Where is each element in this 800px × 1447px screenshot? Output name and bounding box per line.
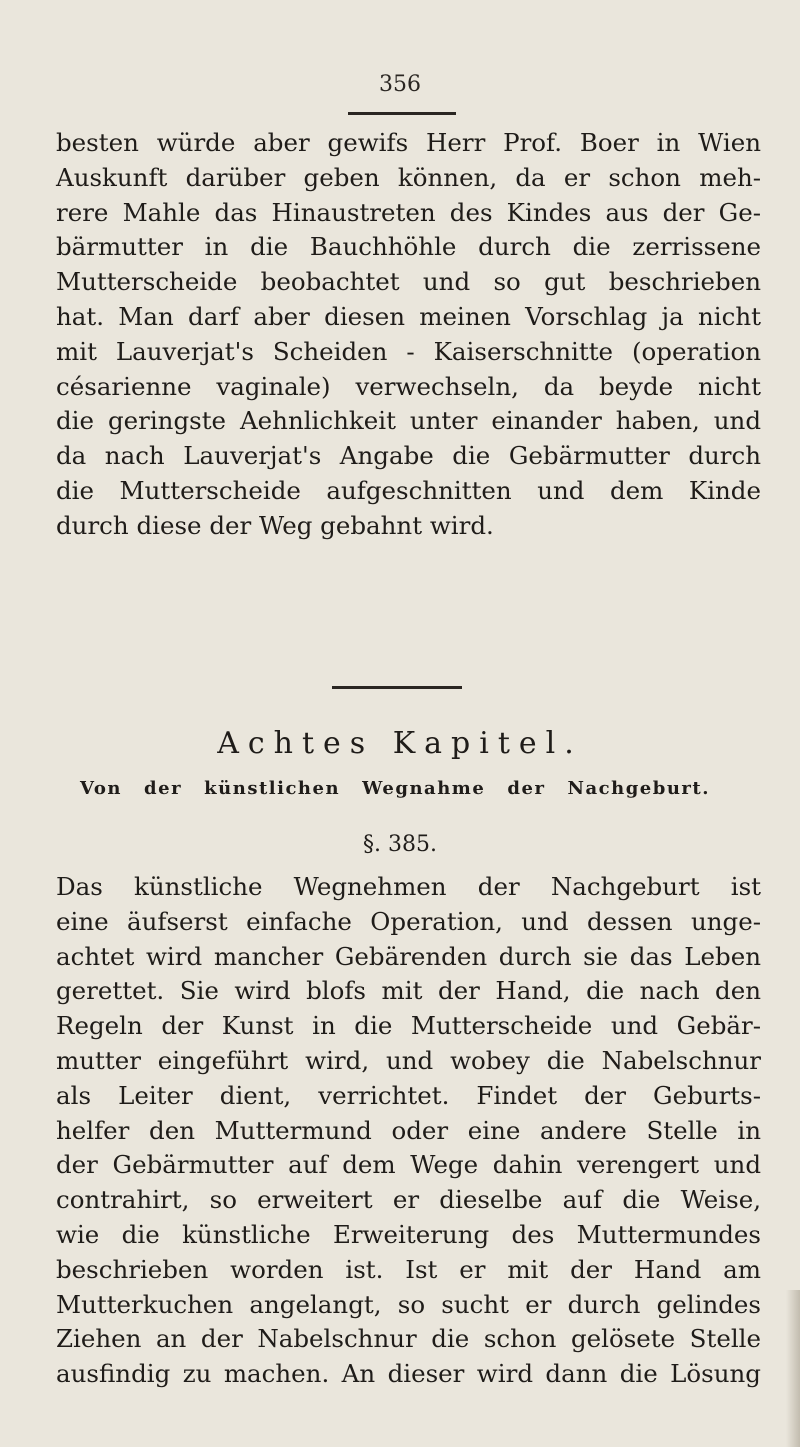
chapter-subtitle: Von der künstlichen Wegnahme der Nachgeburt.: [80, 778, 710, 799]
text-line: Regeln der Kunst in die Mutterscheide und Gebär-: [56, 1011, 761, 1041]
text-line: wie die künstliche Erweiterung des Muttermundes: [56, 1219, 761, 1249]
page-number: 356: [379, 72, 421, 97]
chapter-title: Achtes Kapitel.: [217, 726, 583, 761]
text-line: als Leiter dient, verrichtet. Findet der Geburts-: [56, 1080, 761, 1110]
text-line: mutter eingeführt wird, und wobey die Nabelschnur: [56, 1045, 761, 1075]
header-rule: [348, 112, 456, 115]
text-line: bärmutter in die Bauchhöhle durch die zerrissene: [56, 232, 761, 262]
text-line: Mutterscheide beobachtet und so gut beschrieben: [56, 267, 761, 297]
text-line: da nach Lauverjat's Angabe die Gebärmutter durch: [56, 441, 761, 471]
text-line: hat. Man darf aber diesen meinen Vorschlag ja nicht: [56, 301, 761, 331]
text-line: césarienne vaginale) verwechseln, da beyde nicht: [56, 371, 761, 401]
page-edge-shadow: [786, 1290, 800, 1447]
paragraph-2: [56, 870, 761, 1392]
chapter-rule: [332, 686, 462, 689]
text-line: die geringste Aehnlichkeit unter einander haben, und: [56, 406, 761, 436]
text-line: Ziehen an der Nabelschnur die schon gelösete Stelle: [56, 1324, 761, 1354]
text-line: mit Lauverjat's Scheiden - Kaiserschnitte (operation: [56, 336, 761, 366]
text-line: gerettet. Sie wird blofs mit der Hand, die nach den: [56, 976, 761, 1006]
text-line: achtet wird mancher Gebärenden durch sie das Leben: [56, 941, 761, 971]
text-line: contrahirt, so erweitert er dieselbe auf die Weise,: [56, 1185, 761, 1215]
text-line: Mutterkuchen angelangt, so sucht er durch gelindes: [56, 1289, 761, 1319]
text-line: die Mutterscheide aufgeschnitten und dem Kinde: [56, 475, 761, 505]
text-line: helfer den Muttermund oder eine andere Stelle in: [56, 1115, 761, 1145]
text-line: ausfindig zu machen. An dieser wird dann die Lösung: [56, 1359, 761, 1389]
text-line: Das künstliche Wegnehmen der Nachgeburt ist: [56, 872, 761, 901]
text-line: beschrieben worden ist. Ist er mit der Hand am: [56, 1254, 761, 1284]
text-line: durch diese der Weg gebahnt wird.: [56, 510, 494, 540]
section-number: §. 385.: [363, 832, 437, 857]
text-line: rere Mahle das Hinaustreten des Kindes aus der Ge-: [56, 197, 761, 227]
text-line: eine äufserst einfache Operation, und dessen unge-: [56, 906, 761, 936]
paragraph-1: [56, 126, 761, 544]
text-line: besten würde aber gewifs Herr Prof. Boer in Wien: [56, 128, 761, 157]
text-line: der Gebärmutter auf dem Wege dahin verengert und: [56, 1150, 761, 1180]
text-line: Auskunft darüber geben können, da er schon meh-: [56, 162, 761, 192]
